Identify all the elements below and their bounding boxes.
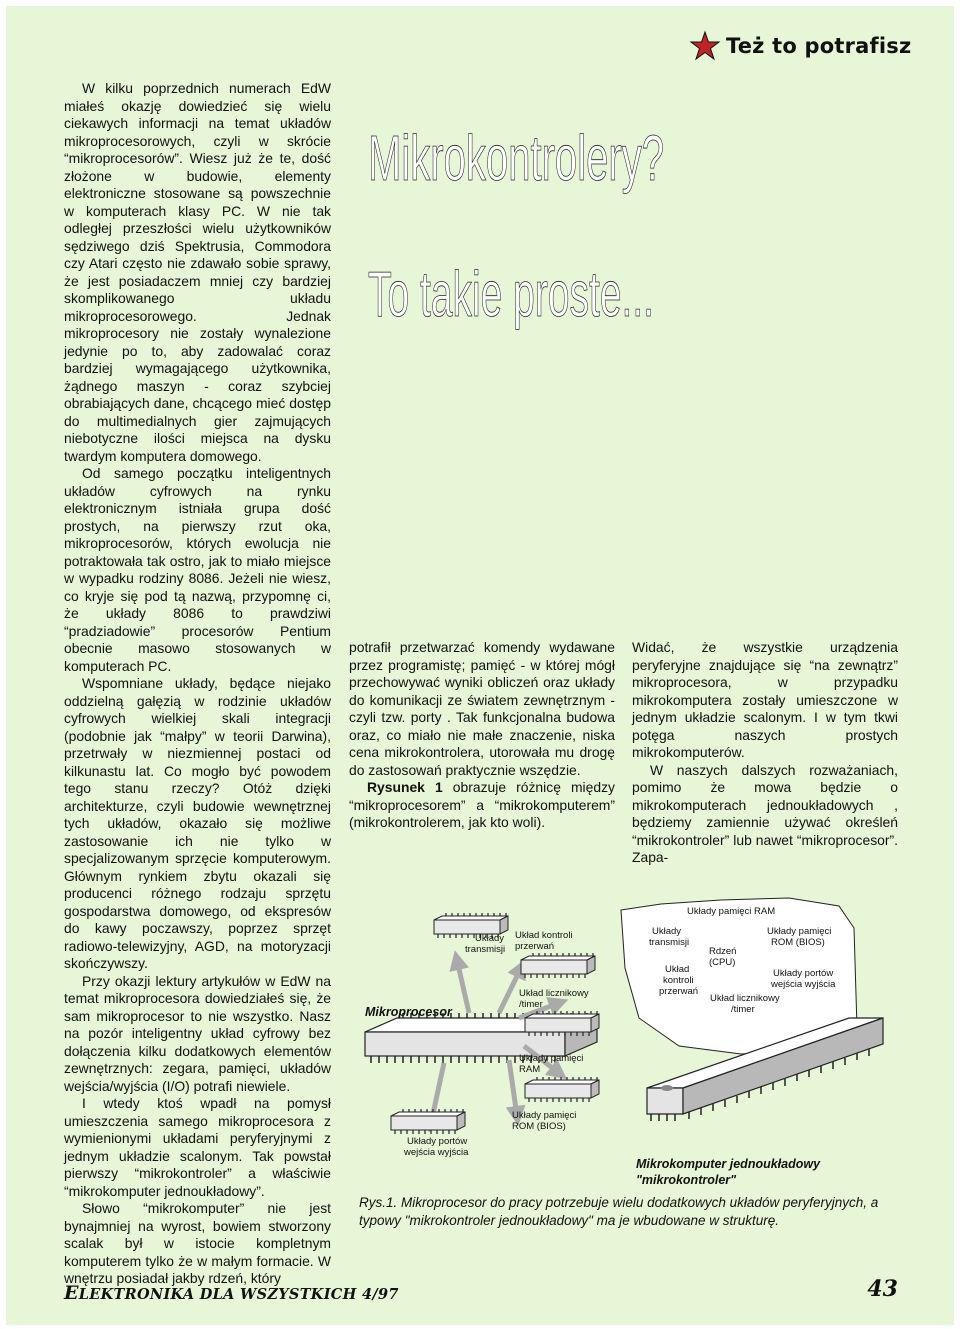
- journal-footer: [64, 1282, 399, 1304]
- label-r-interrupt: Układ: [665, 964, 690, 975]
- figure-reference: Rysunek 1: [367, 779, 443, 795]
- section-header: [690, 28, 920, 64]
- middle-column: [349, 639, 615, 832]
- paragraph: potrafił przetwarzać komendy wydawane przez programistę; pamięć - w której mógł przechowywać wyniki obliczeń oraz układy do komunikacji ze światem zewnętrznym - czyli tzw. porty . Tak funkcjonalna budowa oraz, co miało nie małe znaczenie, niska cena mikrokontrolera, utorowała mu drogę do zastosowań praktycznie wszędzie.: [349, 639, 615, 778]
- label-transmission-2: transmisji: [465, 944, 506, 955]
- label-r-cpu: Rdzeń: [709, 946, 737, 957]
- journal-initial: E: [64, 1282, 79, 1304]
- label-microprocessor: Mikroprocesor: [365, 1005, 452, 1019]
- chip-ram: [525, 1077, 599, 1102]
- label-r-ram: Układy pamięci RAM: [687, 906, 776, 917]
- title-line-2: To takie proste...: [368, 258, 654, 330]
- label-r-interrupt-3: przerwań: [659, 986, 699, 997]
- figure-1: [349, 868, 898, 1250]
- label-r-cpu-2: (CPU): [709, 957, 736, 968]
- paragraph: Widać, że wszystkie urządzenia peryferyjne znajdujące się “na zewnątrz” mikroprocesora, w przypadku mikrokomputera zostały umieszczone w jednym układzie scalonym. I w tym tkwi potęga naszych prostych mikrokomputerów.: [632, 639, 898, 760]
- chip-io: [391, 1109, 465, 1134]
- paragraph: [349, 779, 615, 832]
- paragraph: I wtedy ktoś wpadł na pomysł umieszczenia samego mikroprocesora z wymienionymi układami peryferyjnymi z jednym układzie scalonym. Tak powstał pierwszy “mikrokontroler” a właściwie “mikrokomputer jednoukładowy”.: [64, 1095, 331, 1199]
- right-column: [632, 639, 898, 867]
- label-rom-2: ROM (BIOS): [512, 1121, 566, 1132]
- label-microcomputer: Mikrokomputer jednoukładowy: [636, 1157, 821, 1171]
- label-io: Układy portów: [407, 1136, 468, 1147]
- paragraph-text: obrazuje różnicę między “mikroprocesorem” a “mikrokomputerem” (mikrokontrolerem, jak kto woli).: [349, 779, 615, 830]
- label-io-2: wejścia wyjścia: [404, 1147, 469, 1158]
- label-microcontroller: "mikrokontroler": [636, 1173, 737, 1187]
- paragraph: Przy okazji lektury artykułów w EdW na temat mikroprocesora dowiedziałeś się, że sam mikroprocesor to nie wszystko. Nasz na pozór inteligentny układ cyfrowy bez dołączenia kilku dodatkowych elementów zewnętrznych: zegara, pamięci, układów wejścia/wyjścia (I/O) potrafi niewiele.: [64, 972, 331, 1094]
- title-line-1: Mikrokontrolery?: [368, 122, 664, 194]
- label-timer: Układ licznikowy: [519, 988, 589, 999]
- article-title: [366, 80, 686, 330]
- label-r-io: Układy portów: [773, 968, 834, 979]
- section-tag: Też to potrafisz: [726, 34, 912, 58]
- figure-diagram: [349, 868, 898, 1188]
- star-icon: [690, 31, 720, 61]
- label-interrupt-2: przerwań: [515, 941, 555, 952]
- label-rom: Układy pamięci: [512, 1110, 577, 1121]
- page-number: 43: [867, 1276, 898, 1302]
- label-r-timer: Układ licznikowy: [710, 993, 780, 1004]
- label-ram-2: RAM: [519, 1064, 541, 1075]
- label-r-timer-2: /timer: [731, 1004, 755, 1015]
- label-r-io-2: wejścia wyjścia: [771, 979, 836, 990]
- paragraph: Od samego początku inteligentnych układów cyfrowych na rynku elektronicznym istniała grupa dość prostych, na pierwszy rzut oka, mikroprocesorów, których ewolucja nie potraktowała tak ostro, jak to miało miejsce w wypadku rodziny 8086. Jeżeli nie wiesz, co kryje się pod tą nazwą, przypomnę ci, że układy 8086 to prawdziwi “pradziadowie” procesorów Pentium obecnie masowo stosowanych w komputerach PC.: [64, 465, 331, 674]
- label-r-interrupt-2: kontroli: [663, 975, 694, 986]
- chip-interrupt: [521, 953, 595, 978]
- paragraph: W naszych dalszych rozważaniach, pomimo że mowa będzie o mikrokomputerach jednoukładowych , będziemy zamiennie używać określeń “mikrokontroler” lub nawet “mikroprocesor”. Zapa-: [632, 761, 898, 865]
- left-column: [64, 80, 331, 1288]
- label-transmission: Układy: [475, 933, 505, 944]
- label-ram: Układy pamięci: [519, 1053, 584, 1064]
- label-r-transmission: Układy: [652, 926, 682, 937]
- label-r-rom: Układy pamięci: [767, 926, 832, 937]
- journal-name: LEKTRONIKA DLA WSZYSTKICH 4/97: [78, 1286, 399, 1303]
- paragraph: W kilku poprzednich numerach EdW miałeś okazję dowiedzieć się wielu ciekawych informacji na temat układów mikroprocesorowych, czyli w skrócie “mikroprocesorów”. Wiesz już że te, dość złożone w budowie, elementy elektroniczne stosowane są powszechnie w komputerach klasy PC. W nie tak odległej przeszłości wielu użytkowników sędziwego dziś Spektrusia, Commodora czy Atari często nie zdawało sobie sprawy, że jest posiadaczem mniej czy bardziej skomplikowanego układu mikroprocesorowego. Jednak mikroprocesory nie zostały wynalezione jedynie po to, aby zadowalać coraz bardziej wymagającego użytkownika, żądnego maszyn - coraz szybciej obrabiających dane, chcącego mieć dostęp do multimedialnych gier zajmujących niebotyczne ilości miejsca na dysku twardym komputera domowego.: [64, 80, 331, 464]
- label-timer-2: /timer: [519, 999, 543, 1010]
- paragraph: Słowo “mikrokomputer” nie jest bynajmniej na wyrost, bowiem stworzony scalak był w istocie kompletnym komputerem tylko że w małym formacie. W wnętrzu posiadał jakby rdzeń, który: [64, 1200, 331, 1286]
- label-r-transmission-2: transmisji: [649, 937, 690, 948]
- paragraph: Wspomniane układy, będące niejako oddzielną gałęzią w rodzinie układów cyfrowych wielkiej skali integracji (podobnie jak “małpy” w teorii Darwina), przetrwały w niezmiennej postaci od kilkunastu lat. Co mogło być powodem tego stanu rzeczy? Otóż dzięki architekturze, czyli budowie wewnętrznej tych układów, okazało się możliwe zastosowanie ich nie tylko w specjalizowanym sprzęcie komputerowym. Głównym rynkiem zbytu okazali się producenci różnego rodzaju sprzętu gospodarstwa domowego, od ekspresów do kawy poczawszy, poprzez sprzęt radiowo-telewizyjny, AGD, na motoryzacji skończywszy.: [64, 675, 331, 971]
- figure-caption: Rys.1. Mikroprocesor do pracy potrzebuje wielu dodatkowych układów peryferyjnych, a typowy "mikrokontroler jednoukładowy" ma je wbudowane w strukturę.: [359, 1195, 879, 1228]
- chip-timer: [525, 1011, 599, 1036]
- label-r-rom-2: ROM (BIOS): [771, 937, 825, 948]
- label-interrupt: Układ kontroli: [515, 930, 573, 941]
